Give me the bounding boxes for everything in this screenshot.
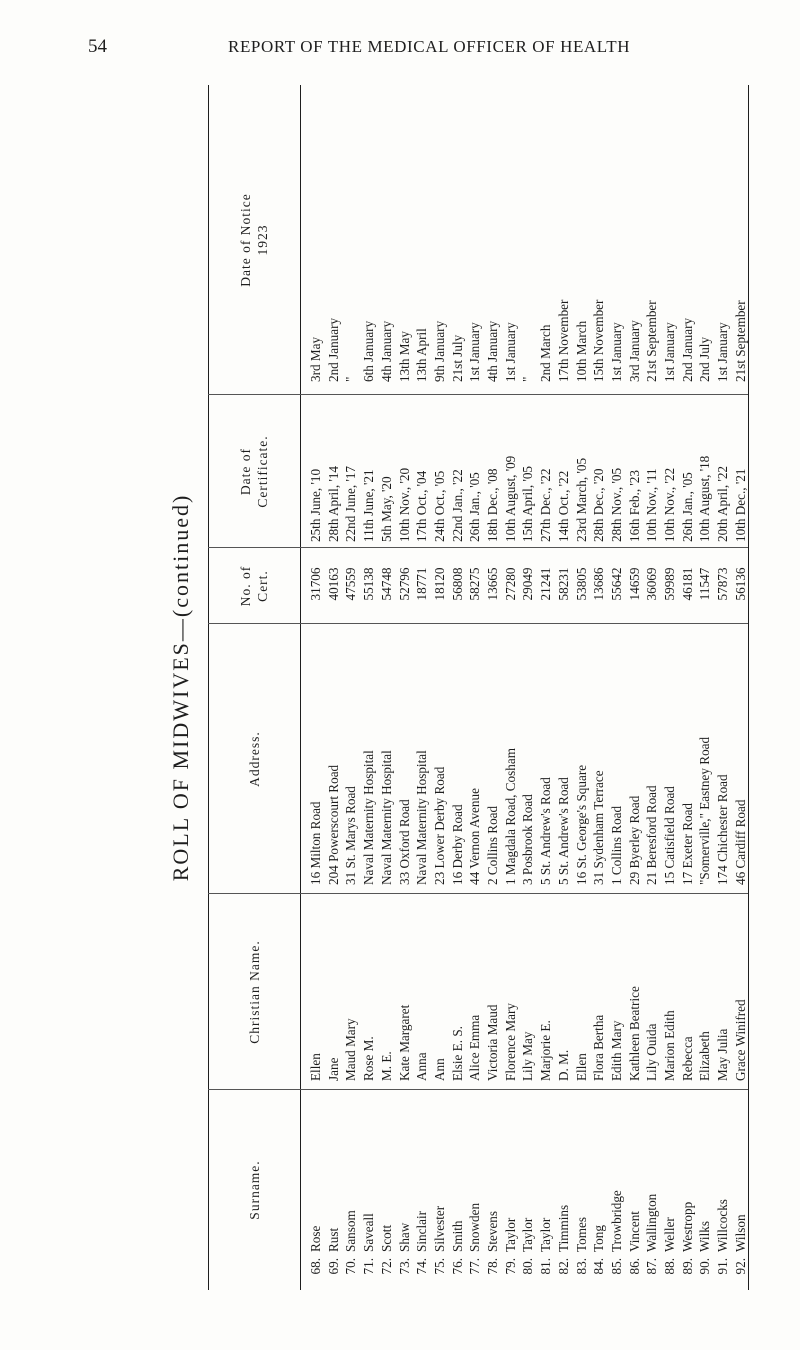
cert-number-cell: 18771 [414, 567, 430, 601]
page-header [0, 28, 800, 68]
cert-number-cell: 57873 [715, 567, 731, 601]
table-row [396, 85, 414, 1290]
cert-date-cell: 27th Dec., '22 [538, 468, 554, 542]
row-number: 92. [732, 1258, 748, 1275]
address-cell: Naval Maternity Hospital [361, 750, 377, 885]
cert-number-cell: 58275 [467, 567, 483, 601]
notice-date-cell: 15th November [591, 299, 607, 382]
table-row [555, 85, 573, 1290]
surname-cell: Rose [308, 1225, 323, 1252]
address-cell: 33 Oxford Road [396, 799, 412, 885]
cert-date-cell: 17th Oct., '04 [414, 470, 430, 542]
cert-date-cell: 14th Oct., '22 [555, 470, 571, 542]
surname-cell: Silvester [431, 1205, 447, 1252]
header-address [208, 624, 300, 894]
address-cell: "Somerville," Eastney Road [697, 736, 713, 885]
notice-date-cell: 1st January [715, 322, 731, 382]
header-cert-date-line2: Certificate. [255, 435, 270, 508]
table-row [466, 85, 484, 1290]
table-row [714, 85, 732, 1290]
cert-number-cell: 59989 [662, 567, 677, 601]
surname-cell: Tong [591, 1225, 607, 1252]
christian-name-cell: Florence Mary [502, 1003, 518, 1081]
surname-cell: Westropp [679, 1201, 695, 1252]
header-cert-no-line2: Cert. [255, 570, 270, 602]
table-row [661, 85, 679, 1290]
surname-cell: Vincent [626, 1211, 642, 1252]
christian-name-cell: Rose M. [361, 1036, 377, 1081]
christian-name-cell: Marion Edith [662, 1010, 677, 1081]
notice-date-cell: 1st January [502, 322, 518, 382]
address-cell: 3 Posbrook Road [520, 794, 536, 885]
surname-cell: Saveall [361, 1213, 377, 1252]
cert-date-cell: 28th Nov., '05 [608, 467, 624, 542]
table-row [413, 85, 431, 1290]
surname-cell: Sinclair [414, 1210, 430, 1252]
cert-date-cell: 26th Jan., '05 [679, 472, 695, 542]
cert-number-cell: 40163 [325, 567, 341, 601]
address-cell: 2 Collins Road [485, 805, 500, 885]
christian-name-cell: Ellen [308, 1053, 323, 1081]
address-cell: 31 Sydenham Terrace [591, 770, 607, 885]
notice-date-cell: 2nd January [679, 317, 695, 382]
table-row [431, 85, 449, 1290]
cert-date-cell: 24th Oct., '05 [431, 470, 447, 542]
christian-name-cell: Ann [431, 1058, 447, 1081]
row-number: 88. [662, 1258, 677, 1275]
cert-date-cell: 18th Dec., '08 [485, 468, 500, 542]
notice-date-cell: 21st September [644, 300, 660, 382]
surname-cell: Wilks [697, 1221, 713, 1252]
table-row [537, 85, 555, 1290]
address-cell: 204 Powerscourt Road [325, 764, 341, 885]
christian-name-cell: Edith Mary [608, 1020, 624, 1081]
row-number: 86. [626, 1258, 642, 1275]
table-row [696, 85, 714, 1290]
cert-number-cell: 56808 [449, 567, 465, 601]
address-cell: 46 Cardiff Road [732, 799, 748, 885]
row-number: 80. [520, 1258, 536, 1275]
cert-number-cell: 21241 [538, 567, 554, 601]
row-number: 71. [361, 1258, 377, 1275]
cert-date-cell: 25th June, '10 [308, 468, 323, 542]
cert-date-cell: 22nd Jan., '22 [449, 469, 465, 542]
cert-number-cell: 53805 [573, 567, 589, 601]
header-notice-line2: 1923 [255, 224, 270, 256]
header-surname [208, 1090, 300, 1290]
notice-date-cell: 2nd January [325, 317, 341, 382]
cert-date-cell: 28th Dec., '20 [591, 468, 607, 542]
header-christian-name [208, 894, 300, 1090]
row-number: 68. [308, 1258, 323, 1275]
address-cell: 31 St. Marys Road [343, 786, 359, 885]
header-notice-date [208, 85, 300, 395]
christian-name-cell: Marjorie E. [538, 1020, 554, 1081]
header-cert-date [208, 395, 300, 548]
cert-number-cell: 31706 [308, 567, 323, 601]
row-number: 78. [485, 1258, 500, 1275]
address-cell: 16 Derby Road [449, 804, 465, 885]
christian-name-cell: Rebecca [679, 1036, 695, 1081]
surname-cell: Shaw [396, 1222, 412, 1252]
row-number: 79. [502, 1258, 518, 1275]
surname-cell: Timmins [555, 1204, 571, 1252]
cert-date-cell: 10th August, '18 [697, 455, 713, 542]
table-row [502, 85, 520, 1290]
row-number: 84. [591, 1258, 607, 1275]
cert-number-cell: 46181 [679, 567, 695, 601]
table-row [307, 85, 325, 1290]
surname-cell: Rust [325, 1227, 341, 1252]
notice-date-cell: 1st January [467, 322, 483, 382]
surname-cell: Scott [378, 1224, 394, 1252]
header-address-label: Address. [246, 731, 262, 787]
christian-name-cell: Anna [414, 1052, 430, 1081]
cert-date-cell: 10th Nov., '22 [662, 467, 677, 542]
notice-date-cell: 17th November [555, 299, 571, 382]
cert-number-cell: 56136 [732, 567, 748, 601]
cert-number-cell: 36069 [644, 567, 660, 601]
address-cell: 15 Catisfield Road [662, 786, 677, 885]
address-cell: 16 St. George's Square [573, 764, 589, 885]
row-number: 72. [378, 1258, 394, 1275]
table-row [484, 85, 502, 1290]
surname-cell: Sansom [343, 1210, 359, 1252]
cert-date-cell: 15th April, '05 [520, 465, 536, 542]
notice-date-cell: 4th January [485, 320, 500, 382]
address-cell: 21 Beresford Road [644, 785, 660, 885]
row-number: 69. [325, 1258, 341, 1275]
address-cell: 1 Collins Road [608, 805, 624, 885]
christian-name-cell: Maud Mary [343, 1018, 359, 1081]
row-number: 76. [449, 1258, 465, 1275]
table-row [643, 85, 661, 1290]
christian-name-cell: Elizabeth [697, 1031, 713, 1081]
cert-date-cell: 10th Dec., '21 [732, 468, 748, 542]
notice-date-cell: 3rd May [308, 336, 323, 382]
address-cell: 5 St. Andrew's Road [555, 777, 571, 885]
christian-name-cell: D. M. [555, 1049, 571, 1081]
address-cell: 5 St. Andrew's Road [538, 777, 554, 885]
cert-date-cell: 20th April, '22 [715, 465, 731, 542]
table-row [608, 85, 626, 1290]
row-number: 81. [538, 1258, 554, 1275]
rotated-table-area [168, 85, 748, 1290]
cert-number-cell: 58231 [555, 567, 571, 601]
address-cell: 1 Magdala Road, Cosham [502, 748, 518, 885]
christian-name-cell: May Julia [715, 1028, 731, 1081]
cert-number-cell: 13686 [591, 567, 607, 601]
christian-name-cell: Victoria Maud [485, 1004, 500, 1081]
row-number: 85. [608, 1258, 624, 1275]
table-row [378, 85, 396, 1290]
notice-date-cell: 9th January [431, 320, 447, 382]
cert-date-cell: 23rd March, '05 [573, 457, 589, 542]
address-cell: Naval Maternity Hospital [378, 750, 394, 885]
cert-number-cell: 52796 [396, 567, 412, 601]
christian-name-cell: Jane [325, 1057, 341, 1081]
roll-table [208, 85, 748, 1290]
notice-date-cell: 13th May [396, 331, 412, 382]
table-row [732, 85, 750, 1290]
cert-date-cell: 26th Jan., '05 [467, 472, 483, 542]
notice-date-cell: 2nd July [697, 336, 713, 382]
cert-date-cell: 22nd June, '17 [343, 465, 359, 542]
notice-date-cell: 21st September [732, 300, 748, 382]
row-number: 77. [467, 1258, 483, 1275]
cert-date-cell: 5th May, '20 [378, 476, 394, 542]
row-number: 90. [697, 1258, 713, 1275]
address-cell: 23 Lower Derby Road [431, 766, 447, 885]
cert-date-cell: 10th Nov., '11 [644, 468, 660, 542]
page-number: 54 [88, 36, 107, 57]
christian-name-cell: M. E. [378, 1051, 394, 1081]
surname-cell: Taylor [520, 1217, 536, 1252]
notice-date-cell: 3rd January [626, 320, 642, 382]
address-cell: Naval Maternity Hospital [414, 750, 430, 885]
row-number: 73. [396, 1258, 412, 1275]
cert-date-cell: 16th Feb., '23 [626, 470, 642, 542]
notice-date-cell: 13th April [414, 328, 430, 382]
surname-cell: Stevens [485, 1210, 500, 1252]
table-row [325, 85, 343, 1290]
christian-name-cell: Elsie E. S. [449, 1026, 465, 1081]
row-number: 74. [414, 1258, 430, 1275]
row-number: 75. [431, 1258, 447, 1275]
cert-date-cell: 10th Nov., '20 [396, 467, 412, 542]
surname-cell: Wallington [644, 1193, 660, 1252]
address-cell: 16 Milton Road [308, 801, 323, 885]
cert-number-cell: 27280 [502, 567, 518, 601]
cert-number-cell: 14659 [626, 567, 642, 601]
table-row [573, 85, 591, 1290]
table-row [679, 85, 697, 1290]
christian-name-cell: Kate Margaret [396, 1004, 412, 1081]
notice-date-cell: 6th January [361, 320, 377, 382]
cert-date-cell: 10th August, '09 [502, 455, 518, 542]
cert-number-cell: 13665 [485, 567, 500, 601]
table-row [449, 85, 467, 1290]
cert-number-cell: 55138 [361, 567, 377, 601]
row-number: 89. [679, 1258, 695, 1275]
address-cell: 44 Vernon Avenue [467, 788, 483, 885]
rotated-content [168, 85, 748, 1290]
christian-name-cell: Flora Bertha [591, 1014, 607, 1081]
cert-number-cell: 29049 [520, 567, 536, 601]
table-row [626, 85, 644, 1290]
cert-date-cell: 11th June, '21 [361, 469, 377, 542]
table-row [342, 85, 360, 1290]
surname-cell: Taylor [502, 1217, 518, 1252]
christian-name-cell: Lily Ouida [644, 1023, 660, 1081]
header-rule [300, 85, 301, 1290]
surname-cell: Tomes [573, 1217, 589, 1252]
header-notice-line1: Date of Notice [238, 193, 253, 287]
notice-date-cell: 1st January [662, 322, 677, 382]
cert-number-cell: 18120 [431, 567, 447, 601]
row-number: 91. [715, 1258, 731, 1275]
surname-cell: Willcocks [715, 1199, 731, 1252]
table-row [519, 85, 537, 1290]
table-row [590, 85, 608, 1290]
notice-date-cell: 1st January [608, 322, 624, 382]
christian-name-cell: Alice Emma [467, 1014, 483, 1081]
address-cell: 29 Byerley Road [626, 795, 642, 885]
address-cell: 174 Chichester Road [715, 774, 731, 885]
row-number: 87. [644, 1258, 660, 1275]
header-cert-no [208, 548, 300, 624]
notice-date-cell: " [520, 376, 536, 382]
cert-number-cell: 55642 [608, 567, 624, 601]
row-number: 82. [555, 1258, 571, 1275]
surname-cell: Trowbridge [608, 1190, 624, 1252]
notice-date-cell: 10th March [573, 320, 589, 382]
table-row [360, 85, 378, 1290]
surname-cell: Wilson [732, 1214, 748, 1252]
header-christian-name-label: Christian Name. [246, 940, 262, 1044]
cert-number-cell: 54748 [378, 567, 394, 601]
row-number: 83. [573, 1258, 589, 1275]
christian-name-cell: Lily May [520, 1031, 536, 1081]
header-surname-label: Surname. [246, 1160, 262, 1220]
running-title: REPORT OF THE MEDICAL OFFICER OF HEALTH [228, 37, 631, 56]
surname-cell: Taylor [538, 1217, 554, 1252]
notice-date-cell: 4th January [378, 320, 394, 382]
notice-date-cell: 2nd March [538, 324, 554, 382]
surname-cell: Weller [662, 1217, 677, 1252]
notice-date-cell: " [343, 376, 359, 382]
surname-cell: Snowden [467, 1202, 483, 1252]
header-cert-no-line1: No. of [238, 565, 253, 607]
christian-name-cell: Kathleen Beatrice [626, 986, 642, 1081]
surname-cell: Smith [449, 1220, 465, 1252]
table-title: ROLL OF MIDWIVES—(continued) [168, 493, 193, 882]
christian-name-cell: Ellen [573, 1053, 589, 1081]
cert-number-cell: 11547 [697, 567, 713, 601]
christian-name-cell: Grace Winifred [732, 999, 748, 1081]
address-cell: 17 Exeter Road [679, 802, 695, 885]
notice-date-cell: 21st July [449, 334, 465, 382]
header-cert-date-line1: Date of [238, 447, 253, 496]
cert-number-cell: 47559 [343, 567, 359, 601]
cert-date-cell: 28th April, '14 [325, 465, 341, 542]
row-number: 70. [343, 1258, 359, 1275]
